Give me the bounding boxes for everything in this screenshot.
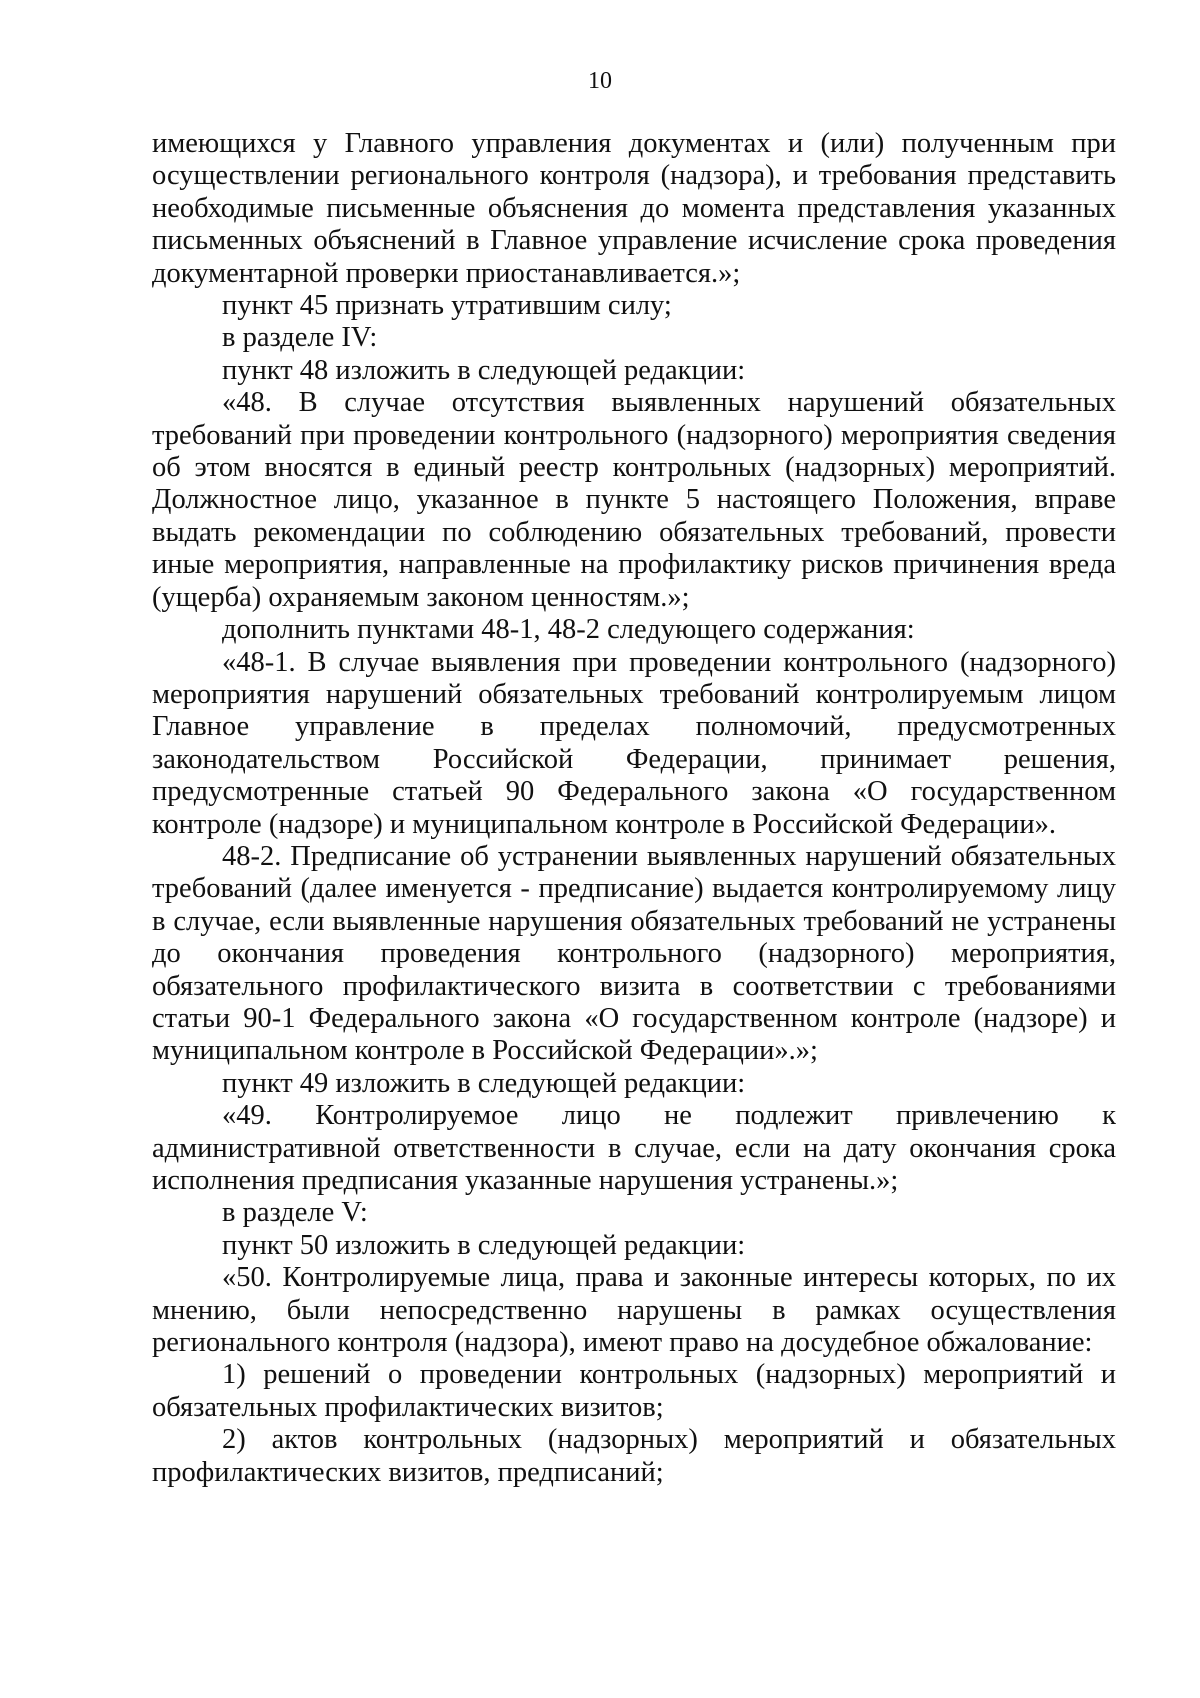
paragraph-item-50: «50. Контролируемые лица, права и законные интересы которых, по их мнению, были непосредственно нарушены в рамках осуществления регионального контроля (надзора), имеют право на досудебное обжалование: [152, 1262, 1116, 1359]
paragraph-section-5: в разделе V: [222, 1197, 368, 1229]
paragraph-item-48-1: «48-1. В случае выявления при проведении контрольного (надзорного) мероприятия нарушений обязательных требований контролируемым лицом Главное управление в пределах полномочий, предусмотренных законодательством Российской Федерации, принимает решения, предусмотренные статьей 90 Федерального закона «О государственном контроле (надзоре) и муниципальном контроле в Российской Федерации». [152, 646, 1116, 840]
paragraph-add-items-intro: дополнить пунктами 48-1, 48-2 следующего содержания: [222, 614, 915, 646]
paragraph-item-50-intro: пункт 50 изложить в следующей редакции: [222, 1229, 746, 1261]
paragraph-item-49-intro: пункт 49 изложить в следующей редакции: [222, 1067, 746, 1099]
paragraph-list-item-2: 2) актов контрольных (надзорных) мероприятий и обязательных профилактических визитов, предписаний; [152, 1424, 1116, 1488]
paragraph-continuation: имеющихся у Главного управления документах и (или) полученным при осуществлении регионального контроля (надзора), и требования представить необходимые письменные объяснения до момента представления указанных письменных объяснений в Главное управление исчисление срока проведения документарной проверки приостанавливается.»; [152, 128, 1116, 289]
paragraph-item-48-intro: пункт 48 изложить в следующей редакции: [222, 354, 746, 386]
paragraph-section-4: в разделе IV: [222, 322, 378, 354]
page-number: 10 [588, 68, 612, 94]
paragraph-item-48: «48. В случае отсутствия выявленных нарушений обязательных требований при проведении контрольного (надзорного) мероприятия сведения об этом вносятся в единый реестр контрольных (надзорных) мероприятий. Должностное лицо, указанное в пункте 5 настоящего Положения, вправе выдать рекомендации по соблюдению обязательных требований, провести иные мероприятия, направленные на профилактику рисков причинения вреда (ущерба) охраняемым законом ценностям.»; [152, 387, 1116, 613]
document-body [152, 128, 1116, 1489]
paragraph-item-45: пункт 45 признать утратившим силу; [222, 290, 672, 322]
paragraph-list-item-1: 1) решений о проведении контрольных (надзорных) мероприятий и обязательных профилактических визитов; [152, 1359, 1116, 1423]
paragraph-item-48-2: 48-2. Предписание об устранении выявленных нарушений обязательных требований (далее именуется - предписание) выдается контролируемому лицу в случае, если выявленные нарушения обязательных требований не устранены до окончания проведения контрольного (надзорного) мероприятия, обязательного профилактического визита в соответствии с требованиями статьи 90-1 Федерального закона «О государственном контроле (надзоре) и муниципальном контроле в Российской Федерации».»; [152, 840, 1116, 1067]
paragraph-item-49: «49. Контролируемое лицо не подлежит привлечению к административной ответственности в случае, если на дату окончания срока исполнения предписания указанные нарушения устранены.»; [152, 1100, 1116, 1196]
